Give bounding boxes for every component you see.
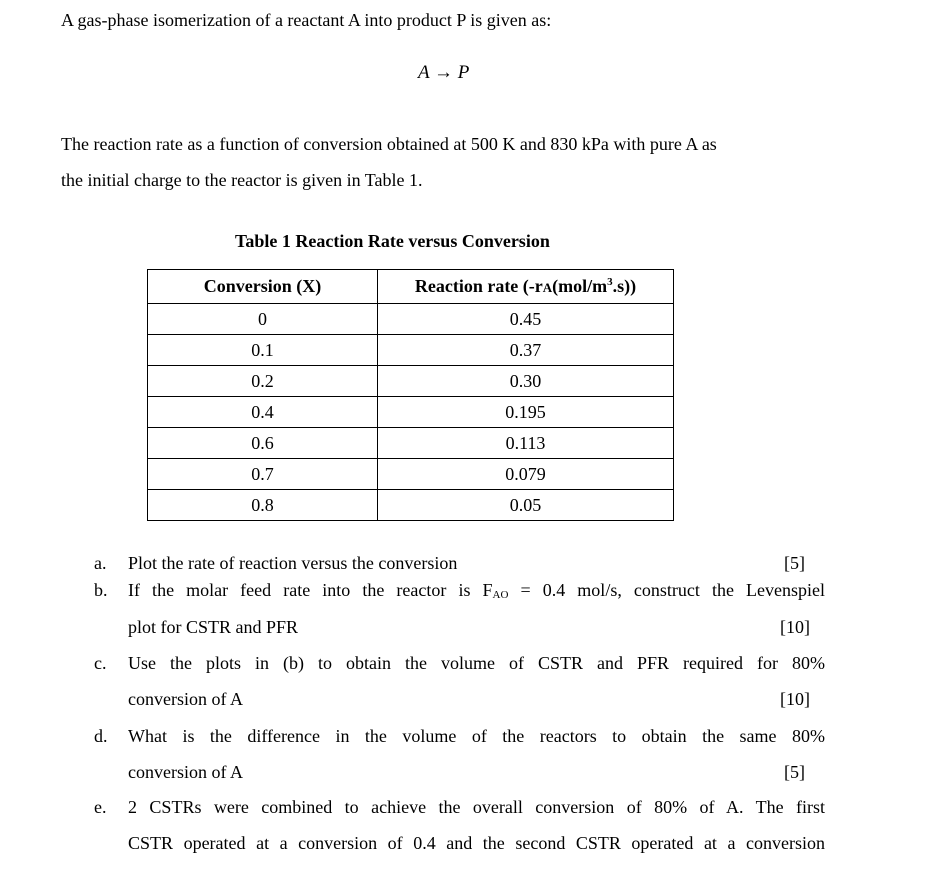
- table-row: [148, 397, 674, 428]
- paragraph-line-2: the initial charge to the reactor is given in Table 1.: [61, 170, 423, 190]
- table-row: [148, 335, 674, 366]
- question-text-line-2: CSTR operated at a conversion of 0.4 and the second CSTR operated at a conversion: [128, 833, 825, 853]
- question-letter: a.: [94, 553, 107, 573]
- cell-rate: 0.37: [378, 335, 674, 366]
- question-b: [0, 580, 950, 606]
- intro-text: A gas-phase isomerization of a reactant A into product P is given as:: [61, 10, 552, 30]
- question-d: [0, 726, 950, 752]
- table-row: [148, 490, 674, 521]
- question-text-line-1: What is the difference in the volume of the reactors to obtain the same 80%: [128, 726, 825, 746]
- question-text-line-2: conversion of A: [128, 689, 243, 709]
- question-marks: [10]: [780, 689, 810, 709]
- question-e-line-2: [0, 833, 950, 859]
- table-row: [148, 366, 674, 397]
- header-reaction-rate: Reaction rate $(-rA(mol/m^3.s))$: [378, 270, 674, 304]
- question-text-line-2: plot for CSTR and PFR: [128, 617, 299, 637]
- reaction-equation: A → P: [418, 62, 470, 83]
- question-letter: b.: [94, 580, 108, 600]
- cell-conversion: 0.4: [148, 397, 378, 428]
- question-e: [0, 797, 950, 823]
- question-text-line-1: If the molar feed rate into the reactor is $F_{AO} = 0.4$ mol/s, construct the Levenspiel: [128, 580, 825, 601]
- question-c-line-2: [0, 689, 950, 715]
- table-row: [148, 459, 674, 490]
- cell-rate: 0.30: [378, 366, 674, 397]
- cell-rate: 0.45: [378, 304, 674, 335]
- cell-conversion: 0.6: [148, 428, 378, 459]
- question-letter: d.: [94, 726, 108, 746]
- question-letter: c.: [94, 653, 107, 673]
- cell-conversion: 0: [148, 304, 378, 335]
- question-marks: [10]: [780, 617, 810, 637]
- cell-rate: 0.195: [378, 397, 674, 428]
- table-row: [148, 304, 674, 335]
- cell-conversion: 0.8: [148, 490, 378, 521]
- question-d-line-2: [0, 762, 950, 788]
- question-text-line-1: 2 CSTRs were combined to achieve the overall conversion of 80% of A. The first: [128, 797, 825, 817]
- question-text-line-1: Use the plots in (b) to obtain the volume of CSTR and PFR required for 80%: [128, 653, 825, 673]
- cell-conversion: 0.2: [148, 366, 378, 397]
- question-letter: e.: [94, 797, 107, 817]
- cell-conversion: 0.1: [148, 335, 378, 366]
- table-header-row: [148, 270, 674, 304]
- question-c: [0, 653, 950, 679]
- cell-rate: 0.113: [378, 428, 674, 459]
- question-a: [0, 553, 950, 579]
- table-row: [148, 428, 674, 459]
- paragraph-line-1: The reaction rate as a function of conversion obtained at 500 K and 830 kPa with pure A as: [61, 134, 717, 154]
- cell-conversion: 0.7: [148, 459, 378, 490]
- question-text-line-2: conversion of A: [128, 762, 243, 782]
- rate-conversion-table: [147, 269, 674, 521]
- question-marks: [5]: [784, 762, 805, 782]
- question-b-line-2: [0, 617, 950, 643]
- question-marks: [5]: [784, 553, 805, 573]
- question-text: Plot the rate of reaction versus the conversion: [128, 553, 458, 573]
- cell-rate: 0.05: [378, 490, 674, 521]
- cell-rate: 0.079: [378, 459, 674, 490]
- header-conversion: Conversion (X): [148, 270, 378, 304]
- table-caption: Table 1 Reaction Rate versus Conversion: [235, 231, 550, 251]
